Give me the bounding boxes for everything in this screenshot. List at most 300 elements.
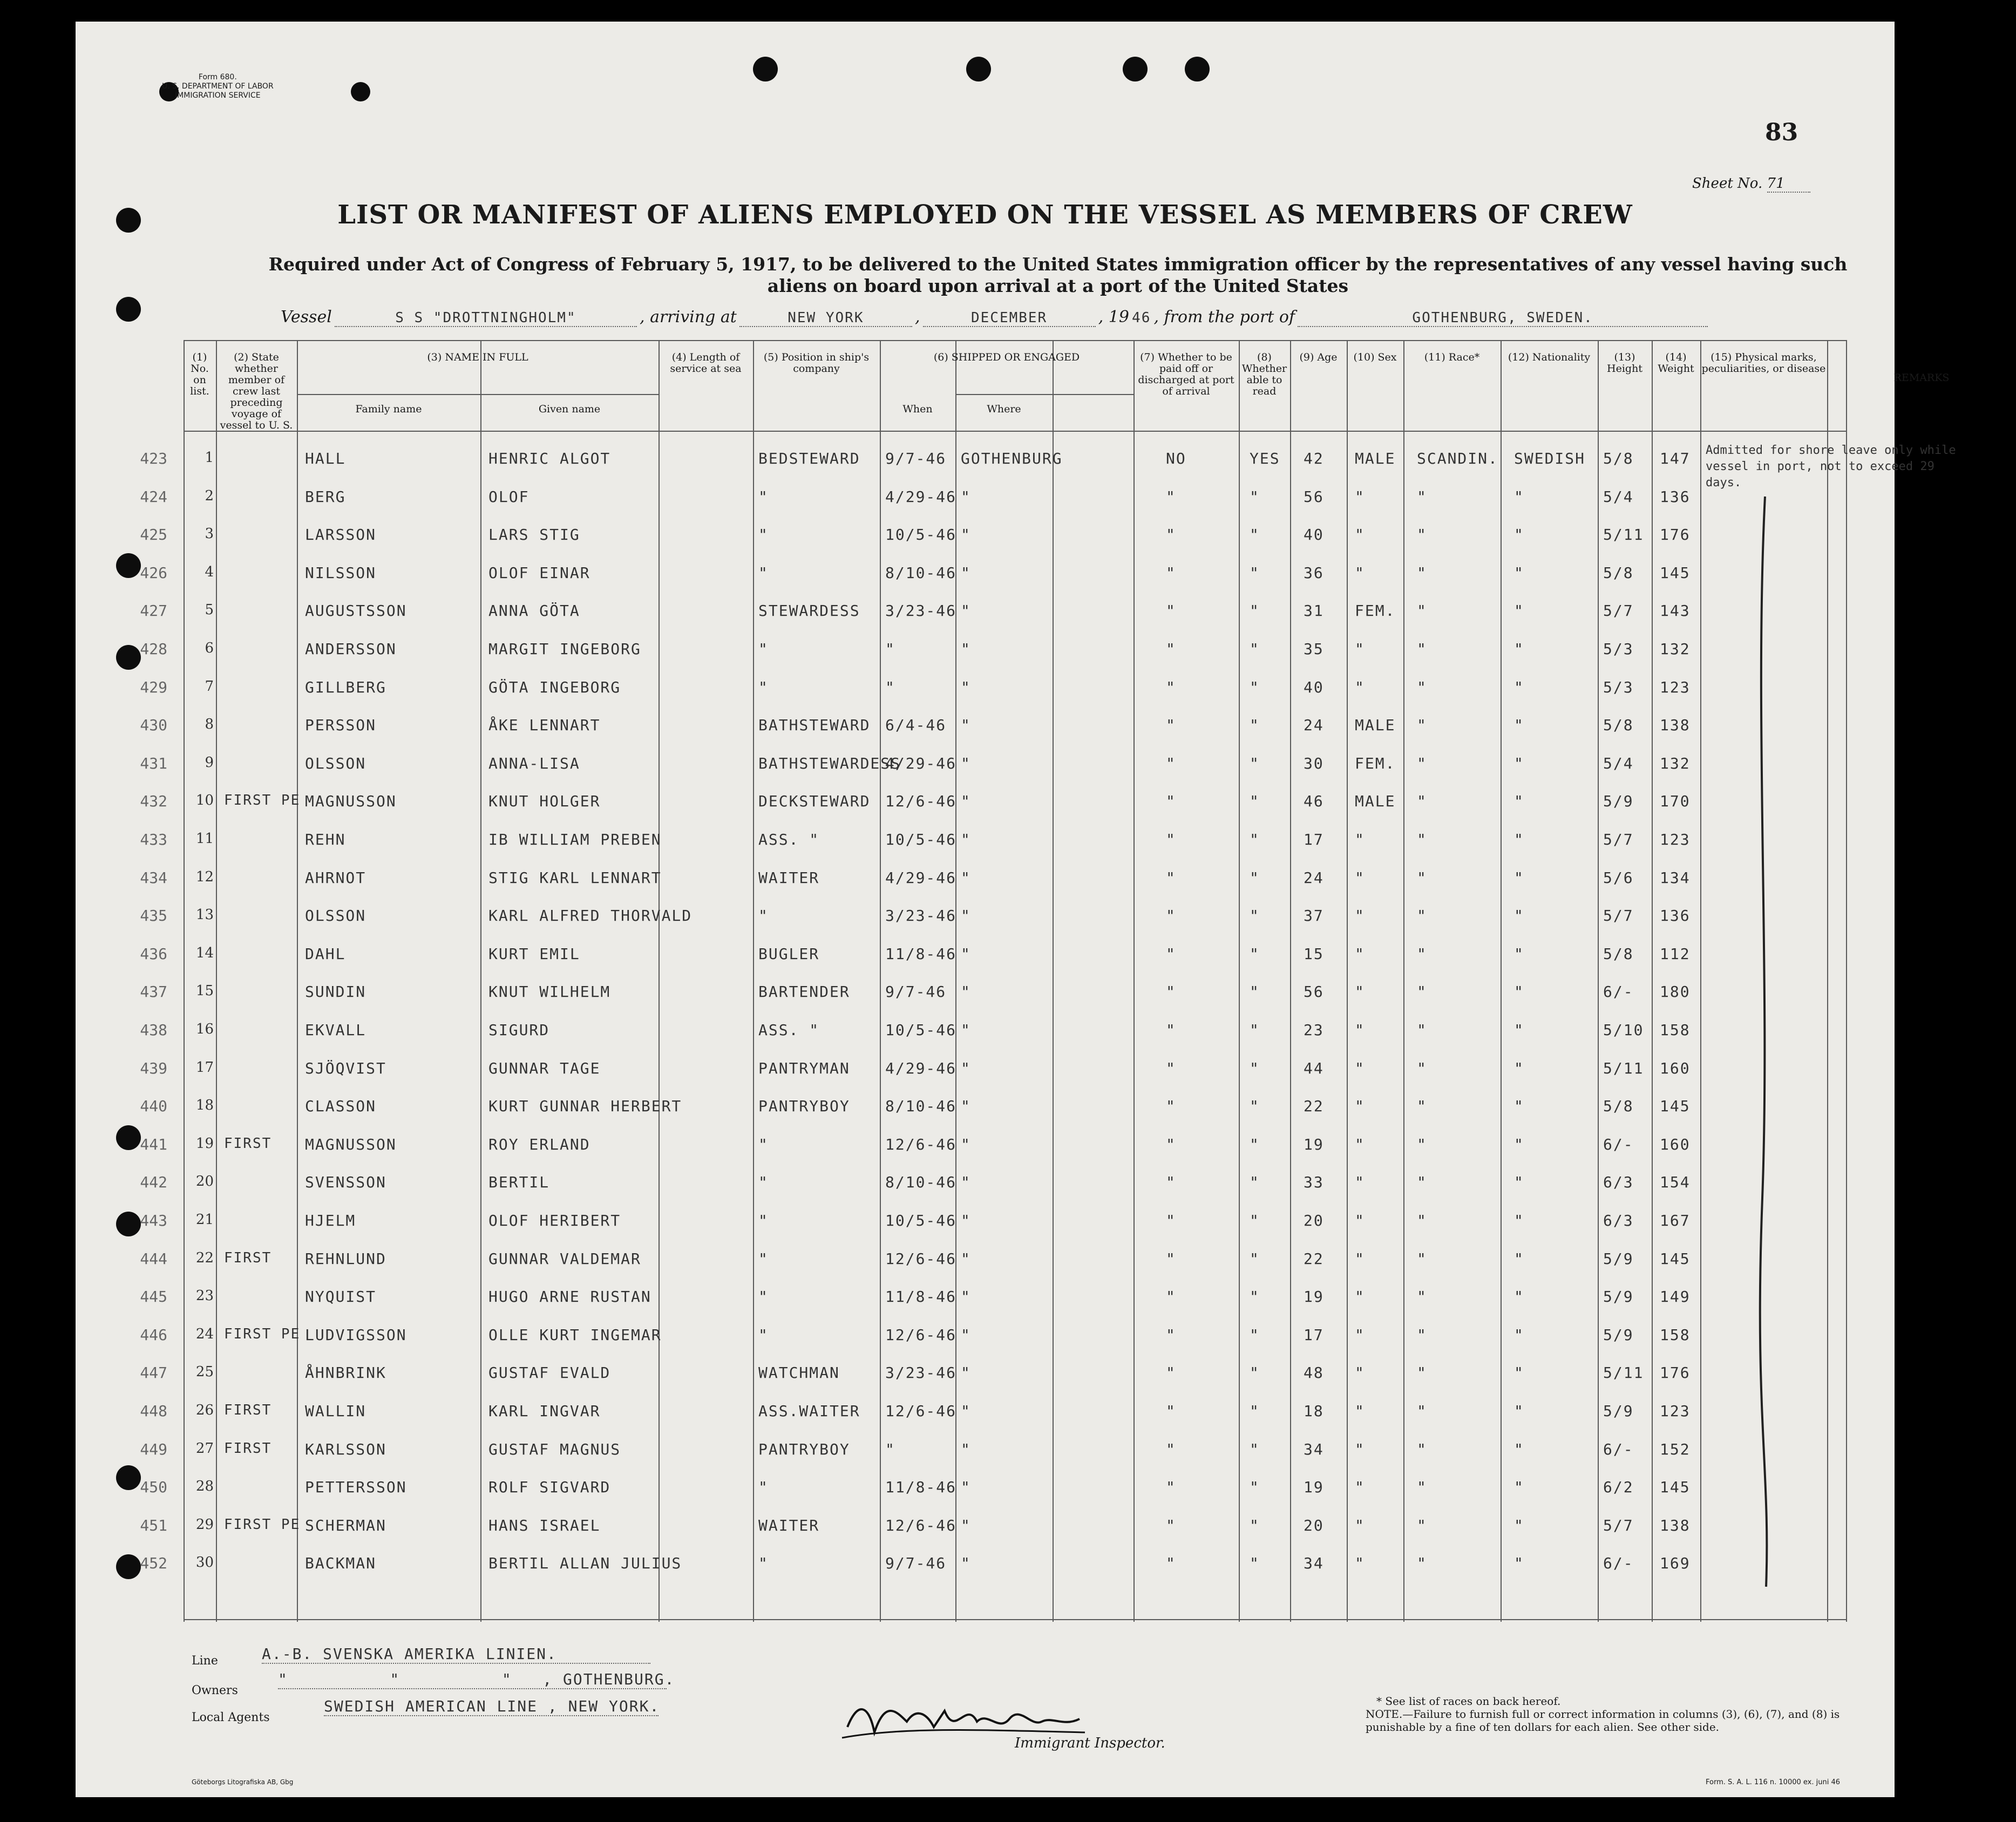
shipped-where-cell: " (961, 1288, 971, 1306)
age-cell: 46 (1304, 792, 1324, 811)
family-name-cell: BACKMAN (305, 1554, 377, 1573)
position-cell: " (758, 1173, 769, 1192)
given-name-cell: ROLF SIGVARD (488, 1478, 611, 1497)
table-row (140, 1202, 1846, 1240)
line-number: 451 (140, 1516, 167, 1534)
race-cell: " (1417, 1021, 1427, 1039)
table-row (140, 1431, 1846, 1469)
list-number-cell: 1 (205, 450, 214, 466)
line-number: 447 (140, 1364, 167, 1382)
shipped-where-cell: " (961, 1402, 971, 1420)
paid-off-cell: " (1166, 907, 1176, 925)
shipped-when-cell: 12/6-46 (885, 1325, 957, 1344)
paid-off-cell: " (1166, 944, 1176, 963)
weight-cell: 158 (1660, 1021, 1691, 1039)
table-row (140, 1354, 1846, 1392)
position-cell: " (758, 678, 769, 696)
line-label: Line (192, 1654, 218, 1668)
height-cell: 5/8 (1603, 944, 1634, 963)
able-to-read-cell: " (1250, 716, 1260, 735)
paid-off-cell: " (1166, 563, 1176, 582)
sex-cell: " (1355, 1402, 1365, 1420)
given-name-cell: KURT EMIL (488, 944, 580, 963)
shipped-when-cell: 4/29-46 (885, 754, 957, 772)
weight-cell: 145 (1660, 1478, 1691, 1497)
list-number-cell: 5 (205, 602, 214, 618)
shipped-where-cell: " (961, 1059, 971, 1077)
shipped-when-cell: 8/10-46 (885, 1097, 957, 1116)
list-number-cell: 22 (195, 1249, 214, 1266)
list-number-cell: 19 (195, 1135, 214, 1152)
paid-off-cell: " (1166, 1288, 1176, 1306)
family-name-cell: DAHL (305, 944, 346, 963)
height-cell: 6/3 (1603, 1173, 1634, 1192)
page-number: 83 (1765, 119, 1798, 146)
table-row (140, 1050, 1846, 1087)
race-cell: " (1417, 1212, 1427, 1229)
punch-hole (1185, 57, 1210, 81)
weight-cell: 132 (1660, 640, 1691, 658)
shipped-when-cell: 3/23-46 (885, 602, 957, 620)
col-header-shipped: (6) SHIPPED OR ENGAGED (933, 351, 1080, 363)
sex-cell: FEM. (1355, 754, 1396, 772)
given-name-cell: BERTIL (488, 1173, 550, 1192)
shipped-when-cell: 10/5-46 (885, 831, 957, 848)
paid-off-cell: NO (1166, 450, 1186, 467)
age-cell: 22 (1304, 1249, 1324, 1268)
shipped-when-cell: 3/23-46 (885, 1364, 957, 1382)
nationality-cell: " (1514, 1364, 1524, 1382)
given-name-cell: HUGO ARNE RUSTAN (488, 1288, 651, 1306)
paid-off-cell: " (1166, 1135, 1176, 1153)
position-cell: ASS. " (758, 831, 820, 848)
age-cell: 33 (1304, 1173, 1324, 1192)
shipped-when-cell: 8/10-46 (885, 563, 957, 582)
height-cell: 5/8 (1603, 450, 1634, 467)
given-name-cell: GÖTA INGEBORG (488, 678, 621, 696)
list-number-cell: 28 (195, 1478, 214, 1495)
age-cell: 23 (1304, 1021, 1324, 1039)
weight-cell: 136 (1660, 487, 1691, 506)
age-cell: 17 (1304, 831, 1324, 848)
family-name-cell: PERSSON (305, 716, 377, 735)
line-number: 438 (140, 1021, 167, 1039)
family-name-cell: HJELM (305, 1212, 356, 1229)
line-number: 449 (140, 1440, 167, 1458)
table-row (140, 1507, 1846, 1545)
printer-imprint: Göteborgs Litografiska AB, Gbg (192, 1778, 294, 1786)
age-cell: 35 (1304, 640, 1324, 658)
age-cell: 56 (1304, 487, 1324, 506)
family-name-cell: ÅHNBRINK (305, 1364, 386, 1382)
weight-cell: 176 (1660, 1364, 1691, 1382)
given-name-cell: KNUT WILHELM (488, 983, 611, 1001)
family-name-cell: HALL (305, 450, 346, 467)
age-cell: 24 (1304, 716, 1324, 735)
weight-cell: 138 (1660, 716, 1691, 735)
family-name-cell: SUNDIN (305, 983, 366, 1001)
table-row (140, 554, 1846, 592)
paid-off-cell: " (1166, 716, 1176, 735)
race-cell: " (1417, 907, 1427, 925)
nationality-cell: " (1514, 1440, 1524, 1458)
list-number-cell: 18 (195, 1097, 214, 1114)
table-row (140, 1278, 1846, 1316)
age-cell: 15 (1304, 944, 1324, 963)
height-cell: 5/3 (1603, 640, 1634, 658)
list-number-cell: 8 (205, 716, 214, 733)
line-number: 427 (140, 602, 167, 620)
able-to-read-cell: " (1250, 1135, 1260, 1153)
able-to-read-cell: " (1250, 1478, 1260, 1497)
position-cell: " (758, 1478, 769, 1497)
height-cell: 5/9 (1603, 792, 1634, 811)
shipped-where-cell: " (961, 1440, 971, 1458)
family-name-cell: SJÖQVIST (305, 1059, 386, 1077)
given-name-cell: ROY ERLAND (488, 1135, 590, 1153)
family-name-cell: EKVALL (305, 1021, 366, 1039)
punch-hole (753, 57, 778, 81)
race-cell: " (1417, 1059, 1427, 1077)
nationality-cell: " (1514, 602, 1524, 620)
able-to-read-cell: " (1250, 944, 1260, 963)
height-cell: 5/9 (1603, 1402, 1634, 1420)
line-number: 433 (140, 831, 167, 848)
origin-port: GOTHENBURG, SWEDEN. (1298, 310, 1708, 327)
height-cell: 5/9 (1603, 1325, 1634, 1344)
col-header-nationality: (12) Nationality (1508, 351, 1591, 363)
race-cell: " (1417, 754, 1427, 772)
position-cell: " (758, 907, 769, 925)
shipped-where-cell: " (961, 640, 971, 658)
nationality-cell: " (1514, 1059, 1524, 1077)
shipped-when-cell: 12/6-46 (885, 792, 957, 811)
shipped-when-cell: 12/6-46 (885, 1402, 957, 1420)
able-to-read-cell: " (1250, 868, 1260, 887)
position-cell: " (758, 563, 769, 582)
weight-cell: 143 (1660, 602, 1691, 620)
line-number: 423 (140, 450, 167, 467)
nationality-cell: " (1514, 1173, 1524, 1192)
sex-cell: " (1355, 1249, 1365, 1268)
sex-cell: " (1355, 1173, 1365, 1192)
list-number-cell: 24 (195, 1325, 214, 1342)
able-to-read-cell: YES (1250, 450, 1280, 467)
given-name-cell: GUNNAR VALDEMAR (488, 1249, 641, 1268)
nationality-cell: " (1514, 792, 1524, 811)
col-header-able-to-read: (8) Whether able to read (1241, 351, 1287, 397)
sex-cell: " (1355, 1478, 1365, 1497)
age-cell: 18 (1304, 1402, 1324, 1420)
paid-off-cell: " (1166, 1173, 1176, 1192)
weight-cell: 134 (1660, 868, 1691, 887)
paid-off-cell: " (1166, 1097, 1176, 1116)
race-cell: " (1417, 1325, 1427, 1344)
race-note: * See list of races on back hereof. (1376, 1695, 1561, 1708)
height-cell: 5/11 (1603, 1059, 1644, 1077)
line-value: A.-B. SVENSKA AMERIKA LINIEN. (262, 1645, 650, 1664)
family-name-cell: NILSSON (305, 563, 377, 582)
shipped-where-cell: " (961, 1364, 971, 1382)
race-cell: " (1417, 716, 1427, 735)
position-cell: DECKSTEWARD (758, 792, 871, 811)
list-number-cell: 2 (205, 487, 214, 504)
form-number: Form 680. (198, 73, 237, 81)
sheet-value: 71 (1767, 175, 1810, 193)
list-number-cell: 25 (195, 1364, 214, 1381)
line-number: 425 (140, 526, 167, 544)
col-header-previous-voyage: (2) State whether member of crew last preceding voyage of vessel to U. S. (220, 351, 293, 431)
paid-off-cell: " (1166, 1059, 1176, 1077)
race-cell: " (1417, 526, 1427, 544)
family-name-cell: PETTERSSON (305, 1478, 407, 1497)
previous-voyage-cell: FIRST (224, 1440, 272, 1457)
shipped-where-cell: " (961, 1212, 971, 1229)
family-name-cell: SVENSSON (305, 1173, 386, 1192)
race-cell: " (1417, 1554, 1427, 1573)
shipped-where-cell: " (961, 487, 971, 506)
weight-cell: 132 (1660, 754, 1691, 772)
able-to-read-cell: " (1250, 1097, 1260, 1116)
age-cell: 34 (1304, 1440, 1324, 1458)
able-to-read-cell: " (1250, 1364, 1260, 1382)
shipped-when-cell: 10/5-46 (885, 1212, 957, 1229)
sex-cell: MALE (1355, 450, 1396, 467)
able-to-read-cell: " (1250, 678, 1260, 696)
age-cell: 31 (1304, 602, 1324, 620)
table-row (140, 478, 1846, 516)
shipped-when-cell: 6/4-46 (885, 716, 947, 735)
nationality-cell: " (1514, 983, 1524, 1001)
height-cell: 5/6 (1603, 868, 1634, 887)
age-cell: 19 (1304, 1478, 1324, 1497)
sex-cell: " (1355, 1135, 1365, 1153)
table-row (140, 592, 1846, 630)
able-to-read-cell: " (1250, 1021, 1260, 1039)
age-cell: 36 (1304, 563, 1324, 582)
height-cell: 6/- (1603, 1440, 1634, 1458)
table-row (140, 440, 1846, 478)
arrival-year: 46 (1132, 310, 1151, 326)
owners-label: Owners (192, 1684, 238, 1697)
paid-off-cell: " (1166, 831, 1176, 848)
shipped-where-cell: " (961, 1325, 971, 1344)
shipped-where-cell: " (961, 1516, 971, 1534)
height-cell: 5/7 (1603, 602, 1634, 620)
sex-cell: " (1355, 526, 1365, 544)
line-number: 445 (140, 1288, 167, 1306)
shipped-where-cell: GOTHENBURG (961, 450, 1063, 467)
paid-off-cell: " (1166, 526, 1176, 544)
document-title: LIST OR MANIFEST OF ALIENS EMPLOYED ON THE VESSEL AS MEMBERS OF CREW (337, 200, 1633, 230)
able-to-read-cell: " (1250, 754, 1260, 772)
position-cell: " (758, 1135, 769, 1153)
position-cell: WATCHMAN (758, 1364, 840, 1382)
col-header-no: (1) No. on list. (190, 351, 209, 397)
position-cell: " (758, 1212, 769, 1229)
shipped-where-cell: " (961, 602, 971, 620)
list-number-cell: 11 (195, 831, 214, 847)
department-name: U. S. DEPARTMENT OF LABOR (162, 82, 274, 91)
col-header-name: (3) NAME IN FULL (427, 351, 528, 363)
position-cell: BEDSTEWARD (758, 450, 860, 467)
year-prefix: , 19 (1098, 308, 1129, 327)
able-to-read-cell: " (1250, 640, 1260, 658)
weight-cell: 176 (1660, 526, 1691, 544)
weight-cell: 169 (1660, 1554, 1691, 1573)
previous-voyage-cell: FIRST PE (224, 792, 301, 809)
line-number: 426 (140, 563, 167, 582)
race-cell: " (1417, 1173, 1427, 1192)
sheet-label: Sheet No. (1692, 175, 1763, 192)
form-code: Form. S. A. L. 116 n. 10000 ex. juni 46 (1706, 1778, 1841, 1786)
shipped-where-cell: " (961, 563, 971, 582)
family-name-cell: OLSSON (305, 754, 366, 772)
height-cell: 5/7 (1603, 831, 1634, 848)
position-cell: " (758, 1249, 769, 1268)
col-header-race: (11) Race* (1424, 351, 1480, 363)
shipped-where-cell: " (961, 1135, 971, 1153)
height-cell: 5/8 (1603, 1097, 1634, 1116)
age-cell: 20 (1304, 1516, 1324, 1534)
race-cell: " (1417, 868, 1427, 887)
footnotes (1366, 1695, 1851, 1733)
able-to-read-cell: " (1250, 1440, 1260, 1458)
list-number-cell: 9 (205, 754, 214, 771)
family-name-cell: CLASSON (305, 1097, 377, 1116)
paid-off-cell: " (1166, 1554, 1176, 1573)
sex-cell: " (1355, 831, 1365, 848)
nationality-cell: " (1514, 1097, 1524, 1116)
age-cell: 48 (1304, 1364, 1324, 1382)
weight-cell: 152 (1660, 1440, 1691, 1458)
position-cell: BARTENDER (758, 983, 850, 1001)
age-cell: 19 (1304, 1288, 1324, 1306)
paid-off-cell: " (1166, 983, 1176, 1001)
arrival-port: NEW YORK (739, 310, 912, 327)
document-subtitle: Required under Act of Congress of February 5, 1917, to be delivered to the United States immigration officer by the representatives of any vessel having such aliens on board upon arrival at a port of the United States (268, 254, 1848, 296)
list-number-cell: 16 (195, 1021, 214, 1037)
list-number-cell: 15 (195, 983, 214, 1000)
list-number-cell: 29 (195, 1516, 214, 1533)
shipped-where-cell: " (961, 526, 971, 544)
race-cell: " (1417, 487, 1427, 506)
age-cell: 37 (1304, 907, 1324, 925)
given-name-cell: GUSTAF EVALD (488, 1364, 611, 1382)
line-number: 444 (140, 1249, 167, 1268)
line-number: 443 (140, 1212, 167, 1229)
weight-cell: 160 (1660, 1059, 1691, 1077)
ditto-line (1749, 497, 1781, 1592)
shipped-where-cell: " (961, 1478, 971, 1497)
nationality-cell: " (1514, 1212, 1524, 1229)
col-header-age: (9) Age (1299, 351, 1338, 363)
nationality-cell: " (1514, 563, 1524, 582)
nationality-cell: " (1514, 754, 1524, 772)
table-row (140, 1011, 1846, 1049)
col-header-where: Where (987, 403, 1021, 415)
shipped-when-cell: " (885, 1440, 895, 1458)
given-name-cell: STIG KARL LENNART (488, 868, 662, 887)
nationality-cell: " (1514, 907, 1524, 925)
race-cell: SCANDIN. (1417, 450, 1498, 467)
able-to-read-cell: " (1250, 1212, 1260, 1229)
position-cell: WAITER (758, 1516, 820, 1534)
able-to-read-cell: " (1250, 526, 1260, 544)
height-cell: 6/- (1603, 983, 1634, 1001)
manifest-sheet (76, 22, 1956, 1797)
shipped-where-cell: " (961, 944, 971, 963)
position-cell: PANTRYMAN (758, 1059, 850, 1077)
age-cell: 40 (1304, 678, 1324, 696)
form-identifier (162, 73, 274, 100)
weight-cell: 158 (1660, 1325, 1691, 1344)
line-number: 448 (140, 1402, 167, 1420)
family-name-cell: WALLIN (305, 1402, 366, 1420)
family-name-cell: AUGUSTSSON (305, 602, 407, 620)
owners-value: " " " , GOTHENBURG. (278, 1670, 675, 1688)
family-name-cell: MAGNUSSON (305, 1135, 397, 1153)
family-name-cell: ANDERSSON (305, 640, 397, 658)
shipped-when-cell: 8/10-46 (885, 1173, 957, 1192)
table-row (140, 516, 1846, 554)
punch-hole (351, 82, 370, 101)
nationality-cell: " (1514, 526, 1524, 544)
table-row (140, 935, 1846, 973)
paid-off-cell: " (1166, 1440, 1176, 1458)
weight-cell: 160 (1660, 1135, 1691, 1153)
shipped-when-cell: 12/6-46 (885, 1135, 957, 1153)
weight-cell: 180 (1660, 983, 1691, 1001)
family-name-cell: LUDVIGSSON (305, 1325, 407, 1344)
sex-cell: " (1355, 640, 1365, 658)
race-cell: " (1417, 1097, 1427, 1116)
family-name-cell: KARLSSON (305, 1440, 386, 1458)
position-cell: STEWARDESS (758, 602, 860, 620)
paid-off-cell: " (1166, 868, 1176, 887)
family-name-cell: AHRNOT (305, 868, 366, 887)
shipped-when-cell: 11/8-46 (885, 1288, 957, 1306)
agents-label: Local Agents (192, 1711, 270, 1724)
given-name-cell: HENRIC ALGOT (488, 450, 611, 467)
weight-cell: 138 (1660, 1516, 1691, 1534)
height-cell: 5/8 (1603, 563, 1634, 582)
punch-hole (966, 57, 991, 81)
col-header-height: (13) Height (1607, 351, 1642, 375)
sex-cell: " (1355, 1097, 1365, 1116)
age-cell: 19 (1304, 1135, 1324, 1153)
arrival-month: DECEMBER (923, 310, 1096, 327)
sex-cell: " (1355, 1021, 1365, 1039)
race-cell: " (1417, 1249, 1427, 1268)
nationality-cell: " (1514, 831, 1524, 848)
vessel-line: Vessel S S "DROTTNINGHOLM" , arriving at NEW YORK , DECEMBER , 19 46 , from the port of GOTHENBURG, SWEDEN. (281, 308, 1889, 329)
nationality-cell: " (1514, 1288, 1524, 1306)
age-cell: 22 (1304, 1097, 1324, 1116)
shipped-when-cell: 11/8-46 (885, 1478, 957, 1497)
fine-note: NOTE.—Failure to furnish full or correct information in columns (3), (6), (7), and (8) is punishable by a fine of ten dollars for each alien. See other side. (1366, 1708, 1840, 1733)
height-cell: 5/11 (1603, 1364, 1644, 1382)
crew-table (140, 340, 1956, 1622)
list-number-cell: 21 (195, 1212, 214, 1228)
line-number: 440 (140, 1097, 167, 1116)
position-cell: PANTRYBOY (758, 1097, 850, 1116)
list-number-cell: 14 (195, 944, 214, 961)
age-cell: 42 (1304, 450, 1324, 467)
race-cell: " (1417, 944, 1427, 963)
previous-voyage-cell: FIRST PE (224, 1325, 301, 1342)
table-row (140, 1240, 1846, 1278)
